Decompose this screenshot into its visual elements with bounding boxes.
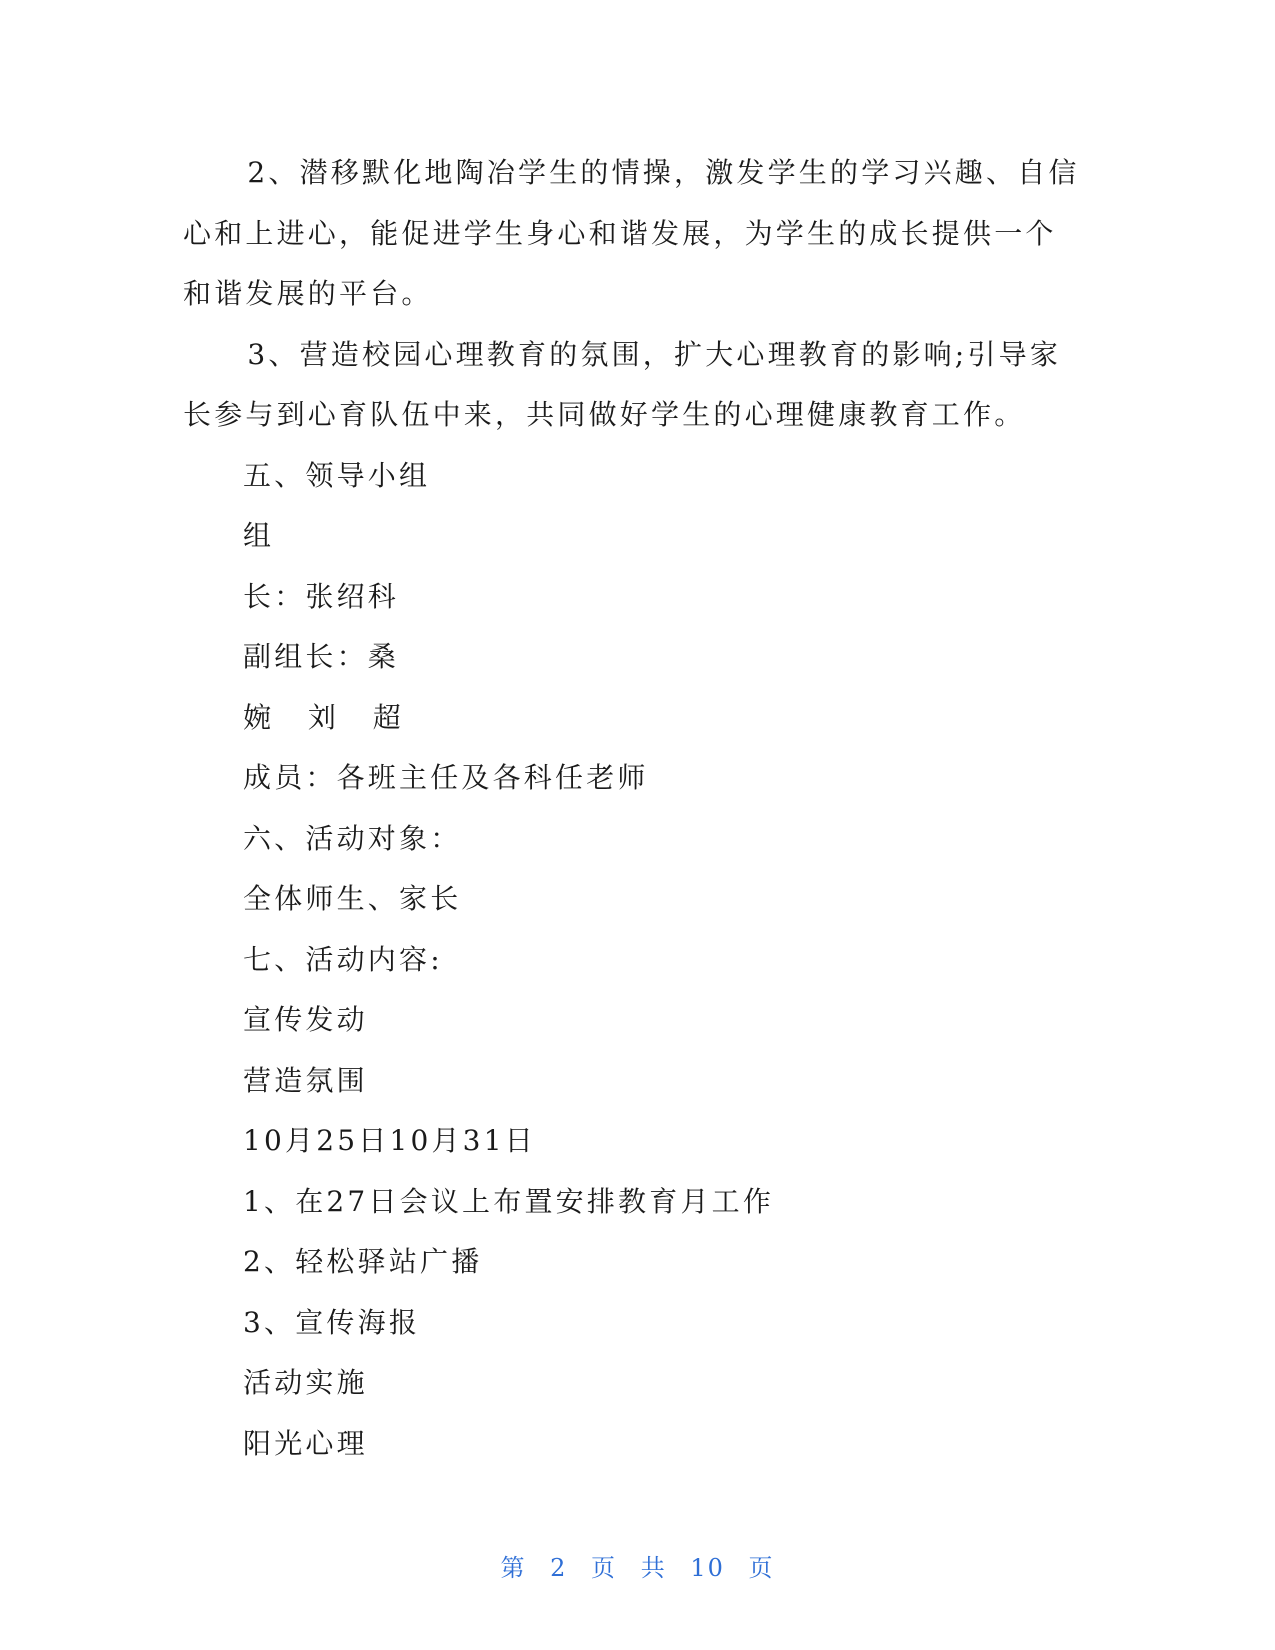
footer-total-label: 共 bbox=[640, 1554, 667, 1582]
document-body bbox=[183, 143, 1083, 1474]
paragraph-3: 3、营造校园心理教育的氛围，扩大心理教育的影响;引导家长参与到心育队伍中来，共同做好学生的心理健康教育工作。 bbox=[183, 337, 1062, 431]
list-item: 3、宣传海报 bbox=[243, 1305, 421, 1339]
group-leader-line: 长：张绍科 bbox=[243, 579, 400, 613]
members-line: 成员：各班主任及各科任老师 bbox=[243, 761, 649, 794]
phase-subtitle: 阳光心理 bbox=[243, 1426, 368, 1460]
deputy-leader-line: 副组长：桑 bbox=[243, 640, 400, 673]
audience-line: 全体师生、家长 bbox=[243, 882, 462, 915]
footer-prefix: 第 bbox=[500, 1554, 527, 1582]
deputy-names-line: 婉 刘 超 bbox=[243, 700, 415, 734]
page-footer bbox=[0, 1548, 1275, 1583]
paragraph-2: 2、潜移默化地陶冶学生的情操，激发学生的学习兴趣、自信心和上进心，能促进学生身心和谐发展，为学生的成长提供一个和谐发展的平台。 bbox=[183, 156, 1080, 310]
phase-title: 活动实施 bbox=[243, 1366, 368, 1399]
section-heading-audience: 六、活动对象： bbox=[243, 821, 462, 855]
footer-page-label: 页 bbox=[591, 1554, 618, 1582]
date-range-line: 10月25日10月31日 bbox=[243, 1124, 536, 1157]
phase-title: 宣传发动 bbox=[243, 1003, 368, 1036]
text-line: 组 bbox=[243, 519, 275, 552]
phase-subtitle: 营造氛围 bbox=[243, 1063, 368, 1097]
footer-total-pages: 10 bbox=[690, 1554, 725, 1582]
footer-suffix: 页 bbox=[748, 1554, 775, 1582]
section-heading-content: 七、活动内容: bbox=[243, 942, 443, 976]
list-item: 2、轻松驿站广播 bbox=[243, 1245, 483, 1278]
section-heading-leadership: 五、领导小组 bbox=[243, 458, 431, 492]
footer-page-number: 2 bbox=[550, 1554, 568, 1582]
list-item: 1、在27日会议上布置安排教育月工作 bbox=[243, 1184, 775, 1218]
